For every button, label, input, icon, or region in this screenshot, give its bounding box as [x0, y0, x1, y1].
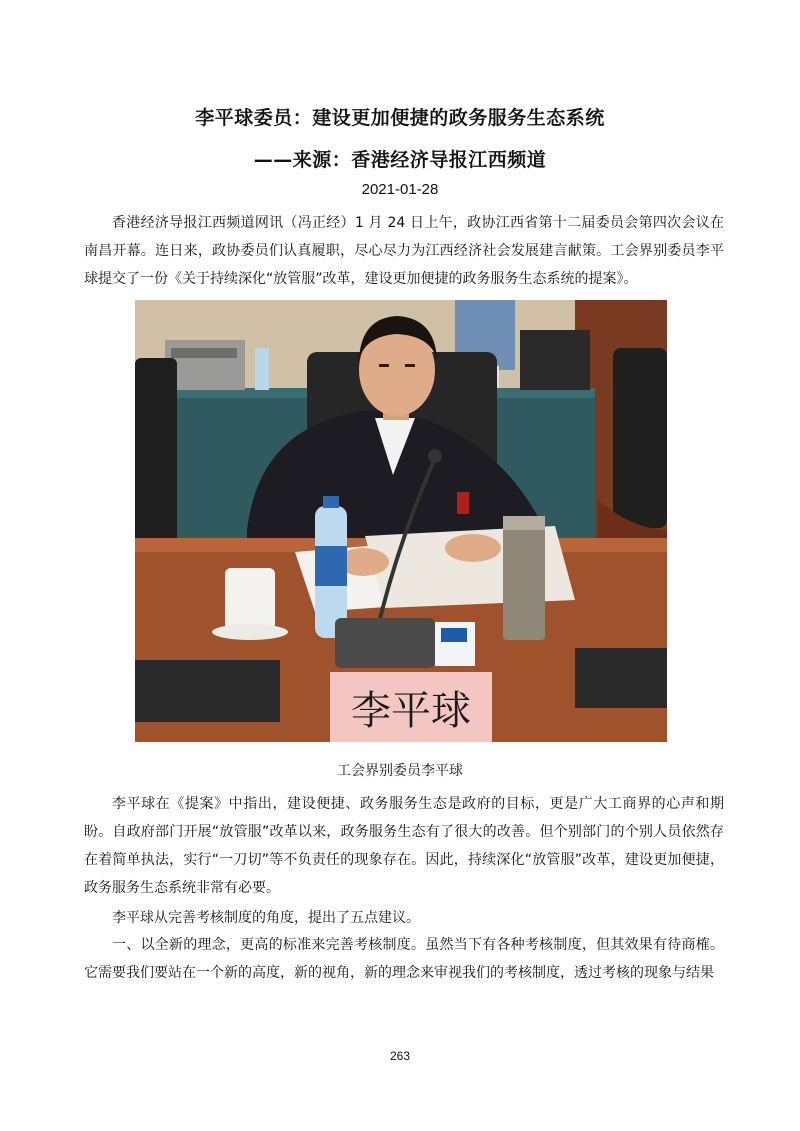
page-number: 263: [389, 1049, 411, 1063]
paragraph-intro: 香港经济导报江西频道网讯（冯正经）1 月 24 日上午，政协江西省第十二届委员会第四次会议在南昌开幕。连日来，政协委员们认真履职，尽心尽力为江西经济社会发展建言献策。工会界别委员李平球提交了一份《关于持续深化“放管服”改革，建设更加便捷的政务服务生态系统的提案》。: [84, 215, 724, 287]
article-source-line: ——来源：香港经济导报江西频道: [253, 149, 547, 171]
photo-delegate: [135, 300, 667, 742]
nameplate-text: 李平球: [351, 688, 471, 734]
paragraph-suggestions-intro: 李平球从完善考核制度的角度，提出了五点建议。: [112, 910, 420, 926]
photo-illustration: [135, 300, 667, 742]
paragraph-proposal: 李平球在《提案》中指出，建设便捷、政务服务生态是政府的目标，更是广大工商界的心声和期盼。自政府部门开展“放管服”改革以来，政务服务生态有了很大的改善。但个别部门的个别人员依然存在着简单执法，实行“一刀切”等不负责任的现象存在。因此，持续深化“放管服”改革，建设更加便捷，政务服务生态系统非常有必要。: [84, 796, 724, 896]
paragraph-suggestion-one: 一、以全新的理念，更高的标准来完善考核制度。虽然当下有各种考核制度，但其效果有待商榷。它需要我们要站在一个新的高度，新的视角，新的理念来审视我们的考核制度，透过考核的现象与结果: [84, 937, 724, 981]
article-title: 李平球委员：建设更加便捷的政务服务生态系统: [195, 107, 605, 129]
photo-caption: 工会界别委员李平球: [337, 763, 463, 779]
article-date: 2021-01-28: [361, 181, 439, 198]
